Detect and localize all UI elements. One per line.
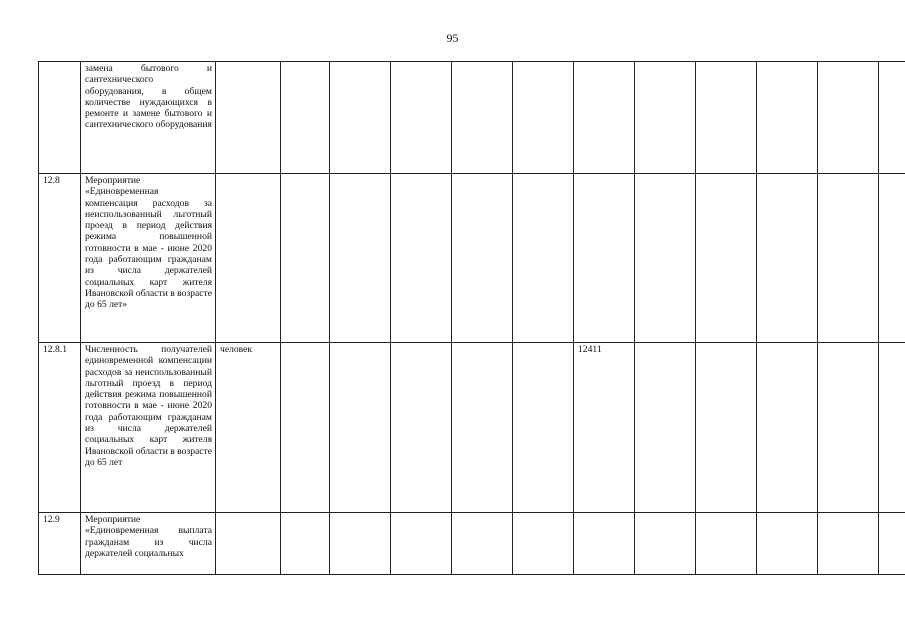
value-cell [574,174,635,343]
value-cell [879,513,905,575]
value-cell [818,513,879,575]
value-cell [281,174,330,343]
value-cell [696,513,757,575]
value-cell [696,174,757,343]
value-cell [635,174,696,343]
value-cell [818,174,879,343]
row-description-cell: Мероприятие «Единовременная выплата гражданам из числа держателей социальных [81,513,216,575]
value-cell [330,174,391,343]
value-cell [635,62,696,174]
value-cell [574,513,635,575]
value-cell [757,513,818,575]
value-cell: 12411 [574,343,635,513]
value-cell [818,343,879,513]
value-cell [281,343,330,513]
table-row [39,62,905,174]
row-number-cell [39,62,81,174]
value-cell [879,174,905,343]
value-cell [757,343,818,513]
row-description-cell: Численность получателей единовременной компенсации расходов за неиспользованный льготный проезд в период действия режима повышенной готовности в мае - июне 2020 года работающим гражданам из числа держателей социальных карт жителя Ивановской области в возрасте до 65 лет [81,343,216,513]
value-cell [879,343,905,513]
value-cell [696,343,757,513]
value-cell [391,513,452,575]
value-cell [513,174,574,343]
value-cell [281,62,330,174]
value-cell [452,343,513,513]
row-unit-cell [216,513,281,575]
value-cell [696,62,757,174]
value-cell [513,513,574,575]
table-row [39,174,905,343]
value-cell [757,174,818,343]
row-unit-cell: человек [216,343,281,513]
row-number-cell: 12.8 [39,174,81,343]
row-number-cell: 12.9 [39,513,81,575]
value-cell [635,513,696,575]
value-cell [452,174,513,343]
value-cell [452,513,513,575]
table-row [39,513,905,575]
value-cell [635,343,696,513]
value-cell [391,174,452,343]
page-number: 95 [446,31,459,45]
value-cell [879,62,905,174]
value-cell [330,62,391,174]
value-cell [574,62,635,174]
indicators-table [38,61,905,575]
value-cell [391,62,452,174]
row-description-cell: Мероприятие «Единовременная компенсация расходов за неиспользованный льготный проезд в период действия режима повышенной готовности в мае - июне 2020 года работающим гражданам из числа держателей социальных карт жителя Ивановской области в возрасте до 65 лет» [81,174,216,343]
row-description-cell: замена бытового и сантехнического оборудования, в общем количестве нуждающихся в ремонте и замене бытового и сантехнического оборудования [81,62,216,174]
value-cell [281,513,330,575]
value-cell [757,62,818,174]
row-unit-cell [216,174,281,343]
value-cell [513,343,574,513]
row-number-cell: 12.8.1 [39,343,81,513]
value-cell [330,343,391,513]
row-unit-cell [216,62,281,174]
value-cell [452,62,513,174]
table-body [39,62,905,575]
value-cell [513,62,574,174]
value-cell [330,513,391,575]
value-cell [818,62,879,174]
table-row [39,343,905,513]
value-cell [391,343,452,513]
